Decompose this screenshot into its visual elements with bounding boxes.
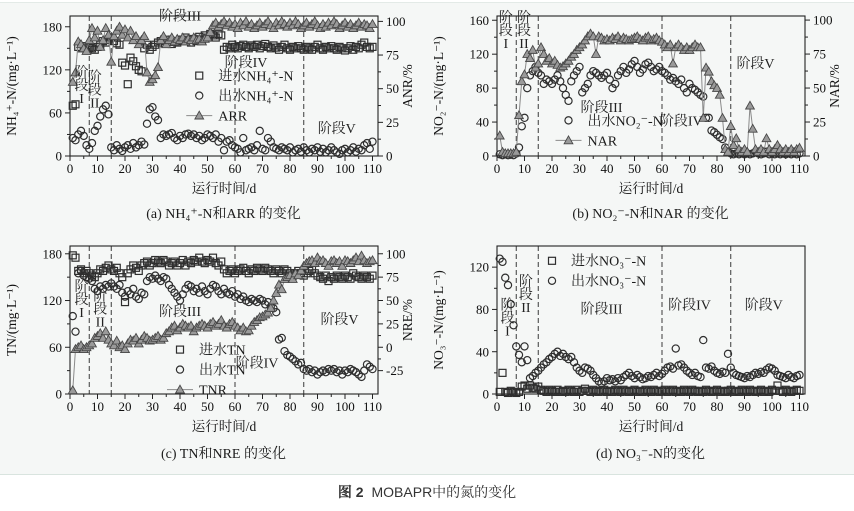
svg-text:100: 100: [335, 399, 355, 414]
chart-panel-d: [427, 231, 854, 462]
svg-text:40: 40: [476, 114, 489, 130]
svg-text:50: 50: [386, 81, 399, 97]
svg-text:进水NO₃⁻-N: 进水NO₃⁻-N: [571, 254, 647, 270]
svg-text:50: 50: [628, 399, 641, 414]
svg-text:25: 25: [386, 114, 399, 130]
svg-text:100: 100: [762, 161, 782, 176]
chart-panel-a: [0, 3, 427, 231]
svg-text:NH₄⁺-N/(mg·L⁻¹): NH₄⁺-N/(mg·L⁻¹): [4, 36, 19, 136]
svg-text:20: 20: [118, 399, 132, 414]
svg-text:10: 10: [518, 161, 531, 176]
svg-text:运行时间/d: 运行时间/d: [618, 181, 684, 196]
svg-text:进水TN: 进水TN: [199, 343, 246, 359]
svg-text:30: 30: [146, 161, 159, 176]
svg-text:进水NH₄⁺-N: 进水NH₄⁺-N: [218, 69, 294, 85]
svg-text:90: 90: [738, 161, 751, 176]
svg-text:出水NO₃⁻-N: 出水NO₃⁻-N: [571, 274, 647, 290]
svg-text:40: 40: [476, 344, 489, 360]
chart-d-svg: [427, 231, 854, 446]
svg-text:100: 100: [335, 161, 355, 176]
chart-panel-b: [427, 3, 854, 231]
svg-text:60: 60: [49, 105, 62, 121]
svg-text:30: 30: [146, 399, 159, 414]
svg-text:0: 0: [386, 148, 393, 164]
svg-text:60: 60: [655, 161, 669, 176]
svg-text:110: 110: [789, 399, 810, 414]
svg-text:120: 120: [42, 62, 62, 78]
svg-text:0: 0: [493, 161, 501, 176]
svg-text:75: 75: [386, 47, 399, 63]
svg-text:90: 90: [738, 399, 751, 414]
svg-text:0: 0: [66, 161, 74, 176]
svg-text:出水TN: 出水TN: [199, 363, 246, 379]
svg-text:阶段V: 阶段V: [736, 56, 775, 72]
svg-text:20: 20: [545, 399, 559, 414]
svg-text:40: 40: [600, 161, 614, 176]
svg-text:ARR: ARR: [218, 109, 248, 125]
svg-text:80: 80: [283, 399, 297, 414]
svg-text:160: 160: [469, 12, 489, 28]
chart-b-svg: [427, 3, 854, 231]
figure-caption-number: 图 2: [337, 484, 364, 500]
figure-caption: [0, 482, 854, 502]
svg-text:60: 60: [228, 161, 242, 176]
svg-text:30: 30: [573, 161, 586, 176]
svg-text:90: 90: [311, 399, 324, 414]
svg-text:25: 25: [813, 114, 826, 130]
svg-text:75: 75: [386, 269, 399, 285]
svg-text:80: 80: [710, 399, 724, 414]
svg-text:10: 10: [91, 399, 104, 414]
svg-text:阶段IV: 阶段IV: [235, 356, 279, 372]
panel-c-caption: (c) TN和NRE 的变化: [161, 447, 286, 462]
svg-text:80: 80: [283, 161, 297, 176]
svg-text:70: 70: [256, 399, 269, 414]
svg-text:阶段I: 阶段 I: [74, 280, 89, 322]
svg-text:10: 10: [518, 399, 531, 414]
svg-text:-25: -25: [386, 363, 404, 379]
svg-text:180: 180: [42, 19, 62, 35]
svg-text:30: 30: [573, 399, 586, 414]
svg-text:100: 100: [386, 246, 406, 262]
svg-text:运行时间/d: 运行时间/d: [191, 419, 257, 434]
svg-text:阶段II: 阶段 II: [518, 275, 533, 317]
svg-text:40: 40: [600, 399, 614, 414]
svg-text:0: 0: [493, 399, 501, 414]
panel-b-caption: (b) NO₂⁻-N和NAR 的变化: [572, 207, 729, 222]
svg-text:50: 50: [386, 293, 399, 309]
svg-text:70: 70: [256, 161, 269, 176]
svg-text:60: 60: [49, 339, 62, 355]
svg-text:120: 120: [42, 293, 62, 309]
svg-text:NRE/%: NRE/%: [400, 299, 415, 341]
panel-d-caption: (d) NO₃⁻-N的变化: [595, 447, 706, 462]
svg-text:80: 80: [710, 161, 724, 176]
svg-text:60: 60: [228, 399, 242, 414]
svg-text:25: 25: [386, 316, 399, 332]
svg-text:出水NO₂⁻-N: 出水NO₂⁻-N: [587, 114, 663, 130]
svg-text:ANR/%: ANR/%: [400, 64, 415, 108]
svg-text:阶段V: 阶段V: [320, 312, 359, 328]
svg-text:110: 110: [789, 161, 810, 176]
svg-text:0: 0: [55, 386, 62, 402]
chart-c-svg: [0, 231, 427, 446]
chart-a-svg: [0, 3, 427, 231]
svg-text:120: 120: [469, 259, 489, 275]
svg-text:50: 50: [813, 80, 826, 96]
chart-panel-c: [0, 231, 427, 462]
svg-text:50: 50: [628, 161, 641, 176]
svg-text:75: 75: [813, 46, 826, 62]
svg-text:阶段IV: 阶段IV: [224, 55, 268, 71]
svg-text:TNR: TNR: [199, 383, 227, 399]
svg-text:阶段V: 阶段V: [317, 122, 356, 138]
svg-text:阶段I: 阶段 I: [74, 66, 89, 108]
svg-text:50: 50: [201, 399, 214, 414]
svg-text:60: 60: [655, 399, 669, 414]
svg-text:运行时间/d: 运行时间/d: [191, 181, 257, 196]
svg-text:NO₃⁻-N/(mg·L⁻¹): NO₃⁻-N/(mg·L⁻¹): [431, 270, 446, 370]
svg-text:0: 0: [66, 399, 74, 414]
svg-text:阶段I: 阶段 I: [498, 10, 513, 52]
svg-text:10: 10: [91, 161, 104, 176]
svg-text:阶段II: 阶段 II: [516, 10, 531, 52]
svg-text:90: 90: [311, 161, 324, 176]
svg-text:110: 110: [362, 399, 383, 414]
svg-text:阶段IV: 阶段IV: [659, 114, 703, 130]
svg-text:100: 100: [386, 13, 406, 29]
svg-text:70: 70: [683, 161, 696, 176]
svg-text:0: 0: [55, 148, 62, 164]
svg-text:40: 40: [173, 161, 187, 176]
svg-text:阶段II: 阶段 II: [93, 289, 108, 331]
svg-text:110: 110: [362, 161, 383, 176]
svg-text:阶段III: 阶段III: [580, 302, 623, 318]
svg-text:阶段III: 阶段III: [159, 305, 201, 321]
svg-text:NAR/%: NAR/%: [827, 64, 842, 108]
svg-text:100: 100: [813, 12, 833, 28]
svg-text:NO₂⁻-N/(mg·L⁻¹): NO₂⁻-N/(mg·L⁻¹): [431, 36, 446, 136]
svg-text:0: 0: [813, 148, 820, 164]
svg-text:运行时间/d: 运行时间/d: [618, 419, 684, 434]
panel-a-caption: (a) NH₄⁺-N和ARR 的变化: [146, 207, 301, 222]
svg-text:TN/(mg·L⁻¹): TN/(mg·L⁻¹): [4, 284, 19, 356]
svg-text:50: 50: [201, 161, 214, 176]
svg-text:NAR: NAR: [587, 134, 618, 150]
svg-text:阶段III: 阶段III: [159, 9, 201, 25]
svg-text:20: 20: [118, 161, 132, 176]
svg-text:40: 40: [173, 399, 187, 414]
svg-text:阶段IV: 阶段IV: [668, 298, 711, 314]
svg-text:0: 0: [482, 148, 489, 164]
svg-text:阶段V: 阶段V: [744, 298, 783, 314]
svg-text:80: 80: [476, 301, 489, 317]
svg-text:120: 120: [469, 46, 489, 62]
svg-text:阶段III: 阶段III: [580, 100, 623, 116]
figure-caption-text: MOBAPR中的氮的变化: [371, 484, 517, 500]
svg-text:阶段II: 阶段 II: [87, 70, 102, 112]
svg-text:100: 100: [762, 399, 782, 414]
svg-text:阶段I: 阶段 I: [500, 298, 515, 340]
svg-text:80: 80: [476, 80, 489, 96]
svg-text:70: 70: [683, 399, 696, 414]
svg-text:出水NH₄⁺-N: 出水NH₄⁺-N: [218, 89, 294, 105]
svg-text:180: 180: [42, 246, 62, 262]
svg-text:0: 0: [386, 339, 393, 355]
figure-2-area: [0, 2, 854, 475]
svg-text:20: 20: [545, 161, 559, 176]
svg-text:0: 0: [482, 386, 489, 402]
